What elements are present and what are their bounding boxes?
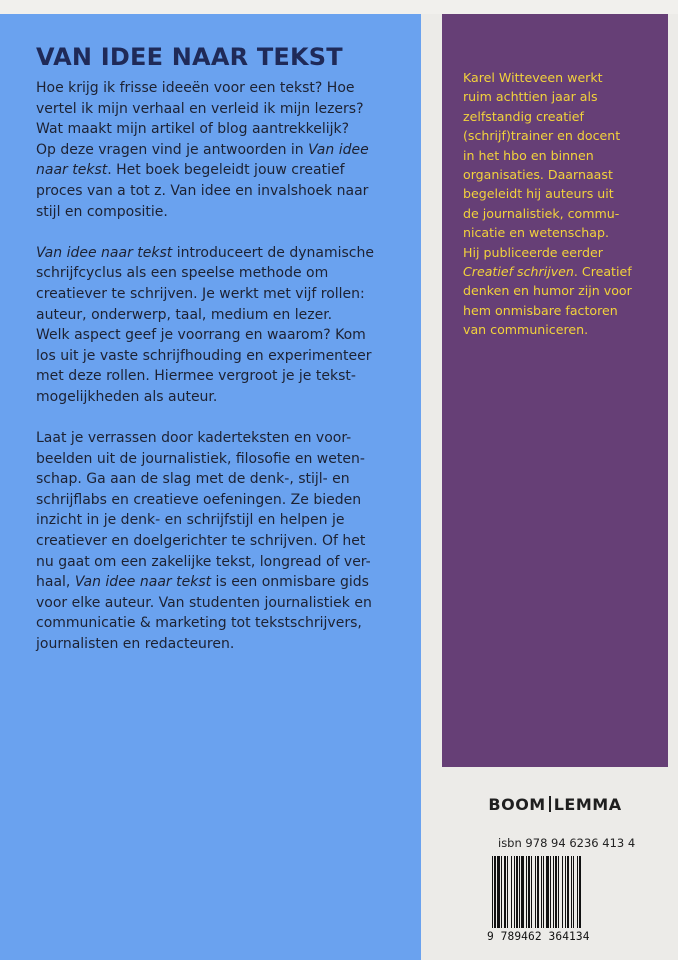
isbn-text: isbn 978 94 6236 413 4 <box>498 836 636 850</box>
text-line: begeleidt hij auteurs uit <box>463 186 614 202</box>
text-line: stijl en compositie. <box>36 203 168 220</box>
top-strip <box>0 0 678 14</box>
text-line: naar tekst. Het boek begeleidt jouw creatief <box>36 162 345 179</box>
italic-title: Van idee naar tekst <box>74 574 212 591</box>
text-line: hem onmisbare factoren <box>463 302 618 318</box>
text-line: Hij publiceerde eerder <box>463 244 603 260</box>
text-line: beelden uit de journalistiek, filosofie en weten- <box>36 450 365 467</box>
text-line: vertel ik mijn verhaal en verleid ik mijn lezers? <box>36 100 364 117</box>
text-line: Welk aspect geef je voorrang en waarom? Kom <box>36 327 366 344</box>
text-line: voor elke auteur. Van studenten journalistiek en <box>36 594 372 611</box>
publisher-name-right: LEMMA <box>553 795 622 814</box>
italic-title: naar tekst <box>36 162 108 179</box>
text-line: zelfstandig creatief <box>463 108 584 124</box>
text-line: communicatie & marketing tot tekstschrijvers, <box>36 615 362 632</box>
text-line: Laat je verrassen door kaderteksten en voor- <box>36 430 352 447</box>
text-line: nicatie en wetenschap. <box>463 225 609 241</box>
text-line: denken en humor zijn voor <box>463 283 632 299</box>
text-line: creatiever en doelgerichter te schrijven. Of het <box>36 533 366 550</box>
text-line: Hoe krijg ik frisse ideeën voor een tekst? Hoe <box>36 80 355 96</box>
text-line: met deze rollen. Hiermee vergroot je je tekst- <box>36 368 356 385</box>
text-line: inzicht in je denk- en schrijfstijl en helpen je <box>36 512 345 529</box>
text-line: Creatief schrijven. Creatief <box>463 264 632 280</box>
text-line: los uit je vaste schrijfhouding en experimenteer <box>36 347 372 364</box>
publisher-logo <box>442 795 668 814</box>
text-line: Op deze vragen vind je antwoorden in Van idee <box>36 141 369 158</box>
text-line: Van idee naar tekst introduceert de dynamische <box>36 244 374 261</box>
text-line: Karel Witteveen werkt <box>463 70 603 85</box>
text-line: haal, Van idee naar tekst is een onmisbare gids <box>36 574 369 591</box>
text-line: auteur, onderwerp, taal, medium en lezer. <box>36 306 333 323</box>
text-line: schrijflabs en creatieve oefeningen. Ze bieden <box>36 491 362 508</box>
text-line: journalisten en redacteuren. <box>36 636 235 653</box>
text-line: schap. Ga aan de slag met de denk-, stijl- en <box>36 471 350 488</box>
publisher-divider <box>549 796 551 812</box>
text-line: mogelijkheden als auteur. <box>36 388 218 405</box>
barcode-icon <box>490 856 618 928</box>
right-margin <box>668 14 678 960</box>
blurb-panel <box>0 14 421 960</box>
text-line: nu gaat om een zakelijke tekst, longread of ver- <box>36 553 371 570</box>
author-bio <box>463 68 658 340</box>
text-line: organisaties. Daarnaast <box>463 167 613 183</box>
author-bio-panel <box>442 14 668 767</box>
blurb-paragraph-2 <box>36 243 403 408</box>
italic-title: Creatief schrijven <box>463 264 574 280</box>
text-line: creatiever te schrijven. Je werkt met vijf rollen: <box>36 285 365 302</box>
text-line: schrijfcyclus als een speelse methode om <box>36 265 329 282</box>
blurb-paragraph-1 <box>36 78 403 222</box>
text-line: ruim achttien jaar als <box>463 89 598 105</box>
italic-title: Van idee <box>308 141 369 158</box>
text-line: (schrijf)trainer en docent <box>463 128 621 144</box>
book-title: VAN IDEE NAAR TEKST <box>36 43 343 71</box>
text-line: van communiceren. <box>463 322 589 338</box>
text-line: in het hbo en binnen <box>463 147 594 163</box>
blurb-paragraph-3 <box>36 428 403 655</box>
text-line: proces van a tot z. Van idee en invalshoek naar <box>36 182 369 199</box>
text-line: de journalistiek, commu- <box>463 205 620 221</box>
text-line: Wat maakt mijn artikel of blog aantrekkelijk? <box>36 121 350 138</box>
publisher-name-left: BOOM <box>488 795 546 814</box>
italic-title: Van idee naar tekst <box>36 244 173 261</box>
barcode-number: 9 789462 364134 <box>487 930 590 943</box>
